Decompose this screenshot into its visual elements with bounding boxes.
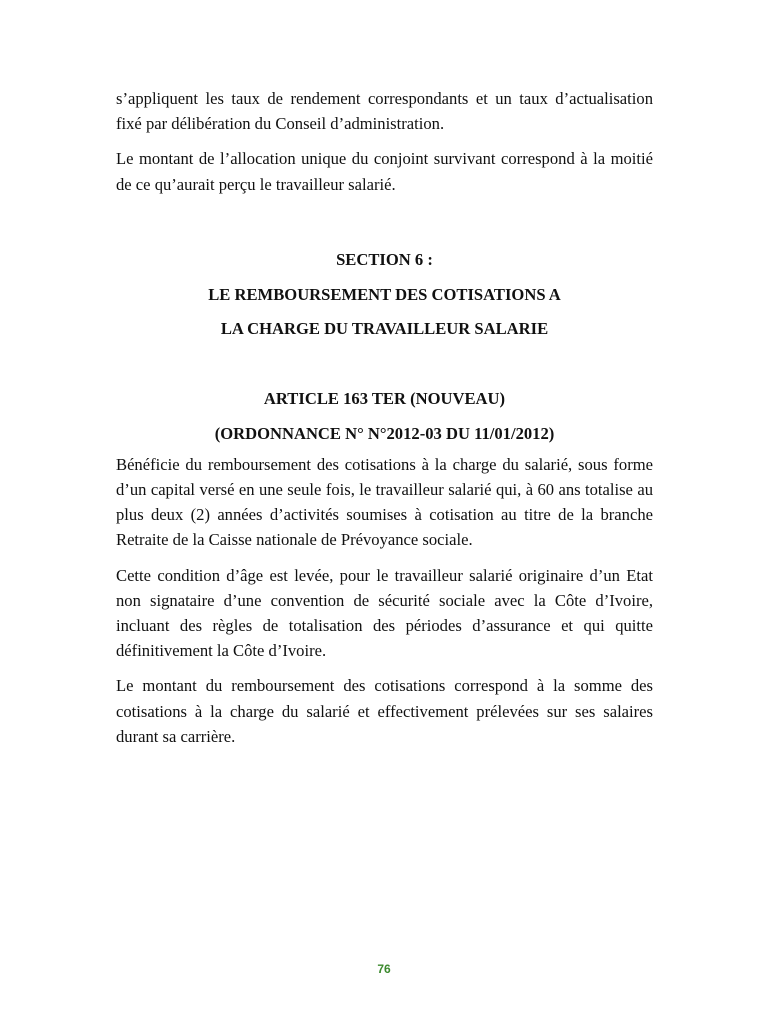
paragraph-refund-eligibility: Bénéficie du remboursement des cotisations à la charge du salarié, sous forme d’un capital versé en une seule fois, le travailleur salarié qui, à 60 ans totalise au plus deux (2) années d’activités soumises à cotisation au titre de la branche Retraite de la Caisse nationale de Prévoyance sociale.	[116, 454, 653, 550]
article-ordinance: (ORDONNANCE N° N°2012-03 DU 11/01/2012)	[214, 423, 555, 443]
section-title-line-1: LE REMBOURSEMENT DES COTISATIONS A	[208, 284, 561, 304]
document-page	[116, 86, 653, 759]
page-number: 76	[377, 962, 391, 976]
paragraph-rates: s’appliquent les taux de rendement correspondants et un taux d’actualisation fixé par délibération du Conseil d’administration.	[116, 89, 653, 134]
paragraph-refund-amount: Le montant du remboursement des cotisations correspond à la somme des cotisations à la charge du salarié et effectivement prélevées sur ses salaires durant sa carrière.	[116, 676, 653, 746]
section-title-line-2: LA CHARGE DU TRAVAILLEUR SALARIE	[220, 318, 549, 338]
article-title: ARTICLE 163 TER (NOUVEAU)	[263, 388, 506, 408]
paragraph-age-condition: Cette condition d’âge est levée, pour le travailleur salarié originaire d’un Etat non signataire d’une convention de sécurité sociale avec la Côte d’Ivoire, incluant des règles de totalisation des périodes d’assurance et qui quitte définitivement la Côte d’Ivoire.	[116, 565, 653, 661]
section-number: SECTION 6 :	[336, 249, 433, 269]
paragraph-surviving-spouse: Le montant de l’allocation unique du conjoint survivant correspond à la moitié de ce qu’aurait perçu le travailleur salarié.	[116, 149, 653, 194]
